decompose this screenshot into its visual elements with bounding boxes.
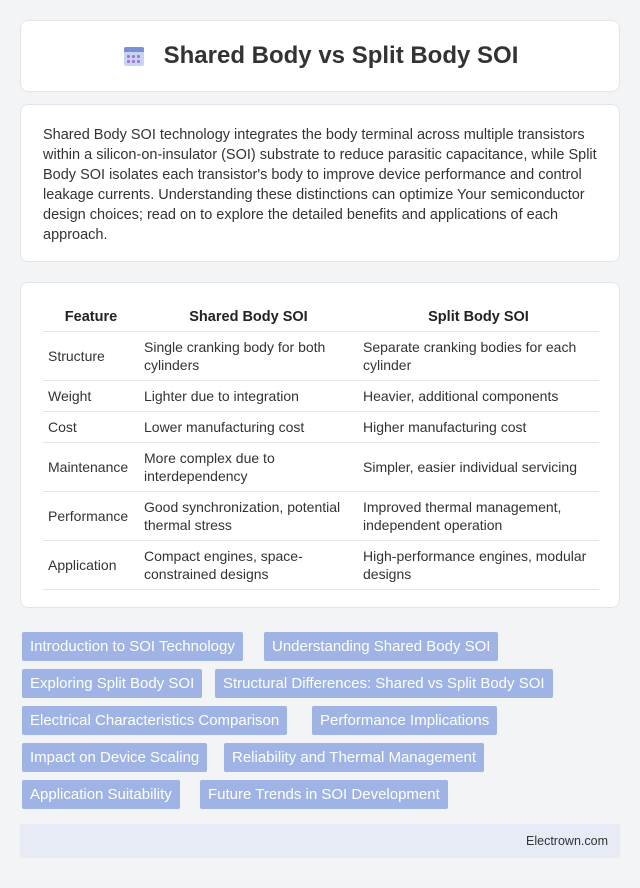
tag-future-trends[interactable]: Future Trends in SOI Development bbox=[200, 780, 448, 809]
table-cell: Improved thermal management, independent operation bbox=[358, 491, 599, 540]
table-cell: Lighter due to integration bbox=[139, 380, 358, 411]
table-row bbox=[43, 442, 599, 491]
table-row bbox=[43, 491, 599, 540]
tag-performance-implications[interactable]: Performance Implications bbox=[312, 706, 497, 735]
tag-application-suitability[interactable]: Application Suitability bbox=[22, 780, 180, 809]
tag-split-body[interactable]: Exploring Split Body SOI bbox=[22, 669, 202, 698]
table-cell: Good synchronization, potential thermal stress bbox=[139, 491, 358, 540]
table-cell: Heavier, additional components bbox=[358, 380, 599, 411]
table-cell: Structure bbox=[43, 331, 139, 380]
footer-site[interactable]: Electrown.com bbox=[526, 834, 608, 848]
table-row bbox=[43, 331, 599, 380]
table-cell: More complex due to interdependency bbox=[139, 442, 358, 491]
intro-text: Shared Body SOI technology integrates the body terminal across multiple transistors within a silicon-on-insulator (SOI) substrate to reduce parasitic capacitance, while Split Body SOI isolates each transistor's body to improve device performance and control leakage currents. Understanding these distinctions can optimize Your semiconductor design choices; read on to explore the detailed benefits and applications of each approach. bbox=[43, 127, 597, 243]
table-row bbox=[43, 380, 599, 411]
footer bbox=[20, 824, 620, 858]
table-header-feature: Feature bbox=[43, 303, 139, 331]
comparison-table-card bbox=[20, 282, 620, 608]
table-cell: Performance bbox=[43, 491, 139, 540]
table-cell: Maintenance bbox=[43, 442, 139, 491]
title-card bbox=[20, 20, 620, 92]
tag-device-scaling[interactable]: Impact on Device Scaling bbox=[22, 743, 207, 772]
comparison-table bbox=[43, 303, 599, 590]
table-cell: Simpler, easier individual servicing bbox=[358, 442, 599, 491]
tag-structural-differences[interactable]: Structural Differences: Shared vs Split Body SOI bbox=[215, 669, 553, 698]
tag-electrical-characteristics[interactable]: Electrical Characteristics Comparison bbox=[22, 706, 287, 735]
tag-shared-body[interactable]: Understanding Shared Body SOI bbox=[264, 632, 498, 661]
table-cell: Lower manufacturing cost bbox=[139, 411, 358, 442]
table-header-split: Split Body SOI bbox=[358, 303, 599, 331]
calendar-icon bbox=[122, 44, 146, 68]
page-title: Shared Body vs Split Body SOI bbox=[163, 42, 519, 69]
tag-intro-soi[interactable]: Introduction to SOI Technology bbox=[22, 632, 243, 661]
table-cell: Single cranking body for both cylinders bbox=[139, 331, 358, 380]
table-cell: Separate cranking bodies for each cylinder bbox=[358, 331, 599, 380]
intro-card bbox=[20, 104, 620, 262]
table-cell: Application bbox=[43, 540, 139, 589]
table-cell: Cost bbox=[43, 411, 139, 442]
table-row bbox=[43, 411, 599, 442]
table-row bbox=[43, 540, 599, 589]
table-header-shared: Shared Body SOI bbox=[139, 303, 358, 331]
table-cell: Weight bbox=[43, 380, 139, 411]
table-cell: Higher manufacturing cost bbox=[358, 411, 599, 442]
table-cell: High-performance engines, modular designs bbox=[358, 540, 599, 589]
table-cell: Compact engines, space-constrained designs bbox=[139, 540, 358, 589]
tag-reliability-thermal[interactable]: Reliability and Thermal Management bbox=[224, 743, 484, 772]
